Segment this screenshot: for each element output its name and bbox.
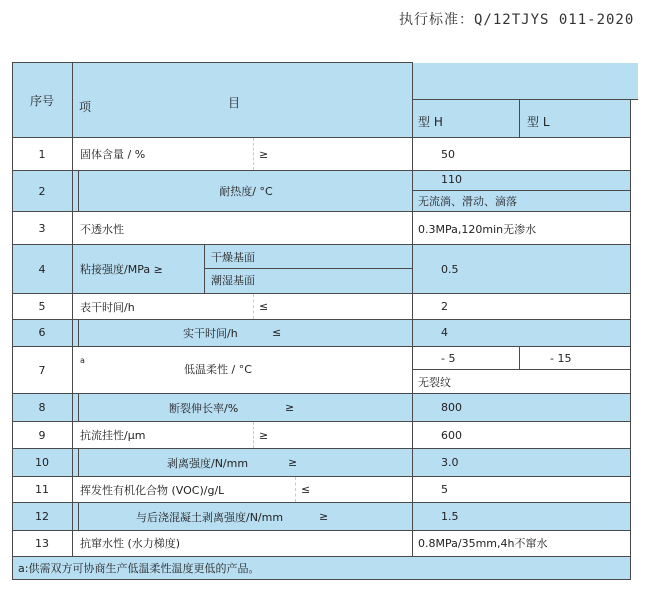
col-header-type-h: 型 H [418,114,443,129]
row-6-no: 6 [38,326,46,339]
row-6-item: 实干时间/h [183,326,238,340]
row-1-cmp: ≥ [259,147,269,161]
row-13-value: 0.8MPa/35mm,4h不窜水 [418,537,548,550]
row-2-item: 耐热度/ °C [219,185,273,198]
row-12-value: 1.5 [441,510,459,523]
row-12-cmp: ≥ [319,510,329,523]
row-11-item: 挥发性有机化合物 (VOC)/g/L [80,483,225,497]
row-9-item: 抗流挂性/μm [80,429,146,442]
row-6-cmp: ≤ [272,326,282,339]
col-header-item-left: 项 [79,99,92,114]
row-7-value2: 无裂纹 [418,376,451,389]
row-5-no: 5 [38,300,46,313]
row-4-sub2: 潮湿基面 [211,274,255,287]
row-4-no: 4 [38,262,46,276]
row-10-cmp: ≥ [288,456,298,469]
footnote: a:供需双方可协商生产低温柔性温度更低的产品。 [18,561,260,575]
row-8-no: 8 [38,401,46,414]
row-2-no: 2 [38,184,46,198]
row-5-value: 2 [441,300,448,313]
row-4-sub1: 干燥基面 [211,250,255,264]
row-1-no: 1 [38,147,46,161]
row-7-value-l: - 15 [550,351,572,365]
row-10-value: 3.0 [441,456,459,469]
row-10-item: 剥离强度/N/mm [167,456,249,470]
row-1-item: 固体含量 / % [80,148,146,161]
row-13-item: 抗窜水性 (水力梯度) [80,537,181,550]
row-11-cmp: ≤ [301,483,311,496]
row-2-value: 110 [441,172,462,186]
col-header-item-right: 目 [228,95,241,110]
row-4-value: 0.5 [441,262,459,276]
row-2-value2: 无流淌、滑动、滴落 [418,195,517,208]
row-3-item: 不透水性 [80,222,124,236]
col-header-no: 序号 [29,93,54,108]
col-header-type-l: 型 L [527,114,550,129]
row-7-no: 7 [38,364,46,377]
row-9-no: 9 [38,428,46,442]
row-8-value: 800 [441,401,462,414]
row-7-item: 低温柔性 / °C [184,363,252,376]
row-7-mark: a [80,356,85,365]
row-6-value: 4 [441,326,448,339]
row-5-item: 表干时间/h [80,300,135,314]
row-12-item: 与后浇混凝土剥离强度/N/mm [136,510,284,524]
row-11-value: 5 [441,483,448,496]
row-10-no: 10 [35,456,49,469]
row-8-cmp: ≥ [285,401,295,414]
row-1-value: 50 [441,147,455,161]
standard-number: 执行标准：Q/12TJYS 011-2020 [399,12,635,28]
row-7-value-h: - 5 [441,351,456,365]
row-13-no: 13 [35,536,49,550]
row-3-no: 3 [38,222,46,235]
row-11-no: 11 [35,483,49,496]
row-12-no: 12 [35,510,49,523]
row-8-item: 断裂伸长率/% [169,401,239,415]
row-9-value: 600 [441,428,462,442]
row-9-cmp: ≥ [259,428,269,442]
row-4-item: 粘接强度/MPa ≥ [80,263,163,276]
row-5-cmp: ≤ [259,300,269,313]
row-3-value: 0.3MPa,120min无渗水 [418,222,537,236]
